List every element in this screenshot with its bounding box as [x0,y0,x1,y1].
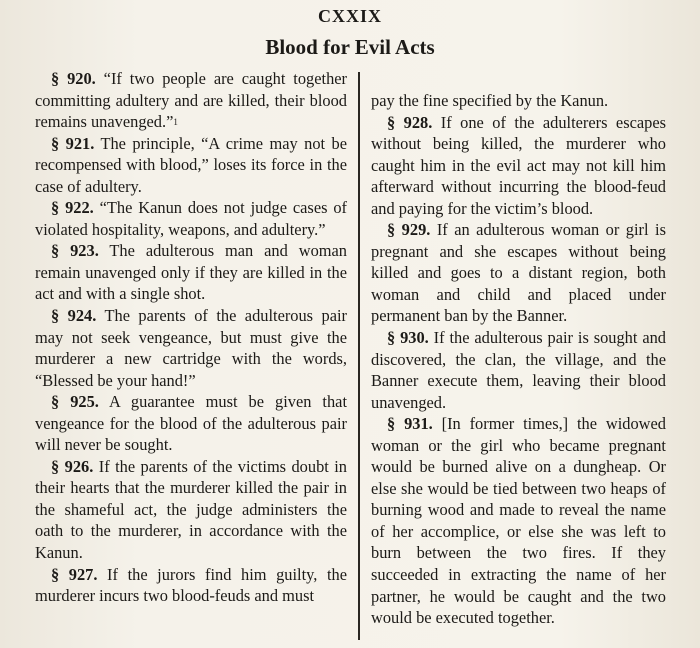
section-number: § 922. [51,198,94,218]
chapter-title: Blood for Evil Acts [265,35,435,59]
column-divider [358,72,360,640]
paragraph-text: If one of the adulterers escapes without being killed, the murderer who caught him in the evil act may not kill him afterward without incurring the blood-feud and paying for the victim’s blood. [371,112,666,218]
paragraph-920 [35,68,347,133]
paragraph-930 [371,327,666,413]
paragraph-text: If the adulterous pair is sought and discovered, the clan, the village, and the Banner execute them, leaving their blood unavenged. [371,328,666,412]
section-number: § 924. [51,306,97,326]
paragraph-text: The adulterous man and woman remain unavenged only if they are killed in the act and with a single shot. [35,241,347,304]
paragraph-927-continuation: pay the fine specified by the Kanun. [371,91,609,110]
paragraph-926 [35,456,347,564]
paragraph-text: The principle, “A crime may not be recompensed with blood,” loses its force in the case of adultery. [35,133,347,196]
section-number: § 928. [387,112,433,132]
section-number: § 920. [51,69,96,88]
paragraph-927 [35,564,347,607]
section-number: § 923. [51,241,99,261]
paragraph-925 [35,391,347,456]
paragraph-text: [In former times,] the widowed woman or the girl who became pregnant would be burned alive on a dungheap. Or else she would be tied between two heaps of burning wood and made to reveal the name of her accomplice, or else she was left to burn between the two fires. If they succeeded in extracting the name of her partner, he would be caught and the two would be executed together. [371,414,666,628]
section-number: § 931. [387,414,433,434]
paragraph-text: If the parents of the victims doubt in their hearts that the murderer killed the pair in the shameful act, the judge administers the oath to the murderer, in accordance with the Kanun. [35,456,347,563]
paragraph-924 [35,305,347,391]
section-number: § 930. [387,328,429,348]
paragraph-931 [371,413,666,628]
section-number: § 925. [51,392,99,412]
paragraph-923 [35,240,347,305]
chapter-header [0,6,700,60]
paragraph-text: If an adulterous woman or girl is pregnant and she escapes without being killed and goes to a distant region, both woman and child and placed under permanent ban by the Banner. [371,220,666,326]
paragraph-text: The parents of the adulterous pair may not seek vengeance, but must give the murderer a new cartridge with the words, “Blessed be your hand!” [35,306,347,390]
paragraph-921 [35,133,347,198]
chapter-number: CXXIX [317,6,382,26]
right-column [371,90,666,629]
paragraph-922 [35,197,347,240]
paragraph-929 [371,219,666,327]
paragraph-text: A guarantee must be given that vengeance for the blood of the adulterous pair will never be sought. [35,392,347,455]
section-number: § 929. [387,220,431,240]
paragraph-text: If the jurors find him guilty, the murderer incurs two blood-feuds and must [35,564,347,606]
section-number: § 921. [51,133,95,153]
paragraph-928 [371,112,666,220]
section-number: § 926. [51,456,94,476]
left-column [35,68,347,607]
section-number: § 927. [51,564,98,584]
paragraph-text: “The Kanun does not judge cases of violated hospitality, weapons, and adultery.” [35,198,347,239]
footnote-marker: 1 [173,117,178,128]
paragraph-text: “If two people are caught together committing adultery and are killed, their blood remains unavenged.” [35,69,348,132]
